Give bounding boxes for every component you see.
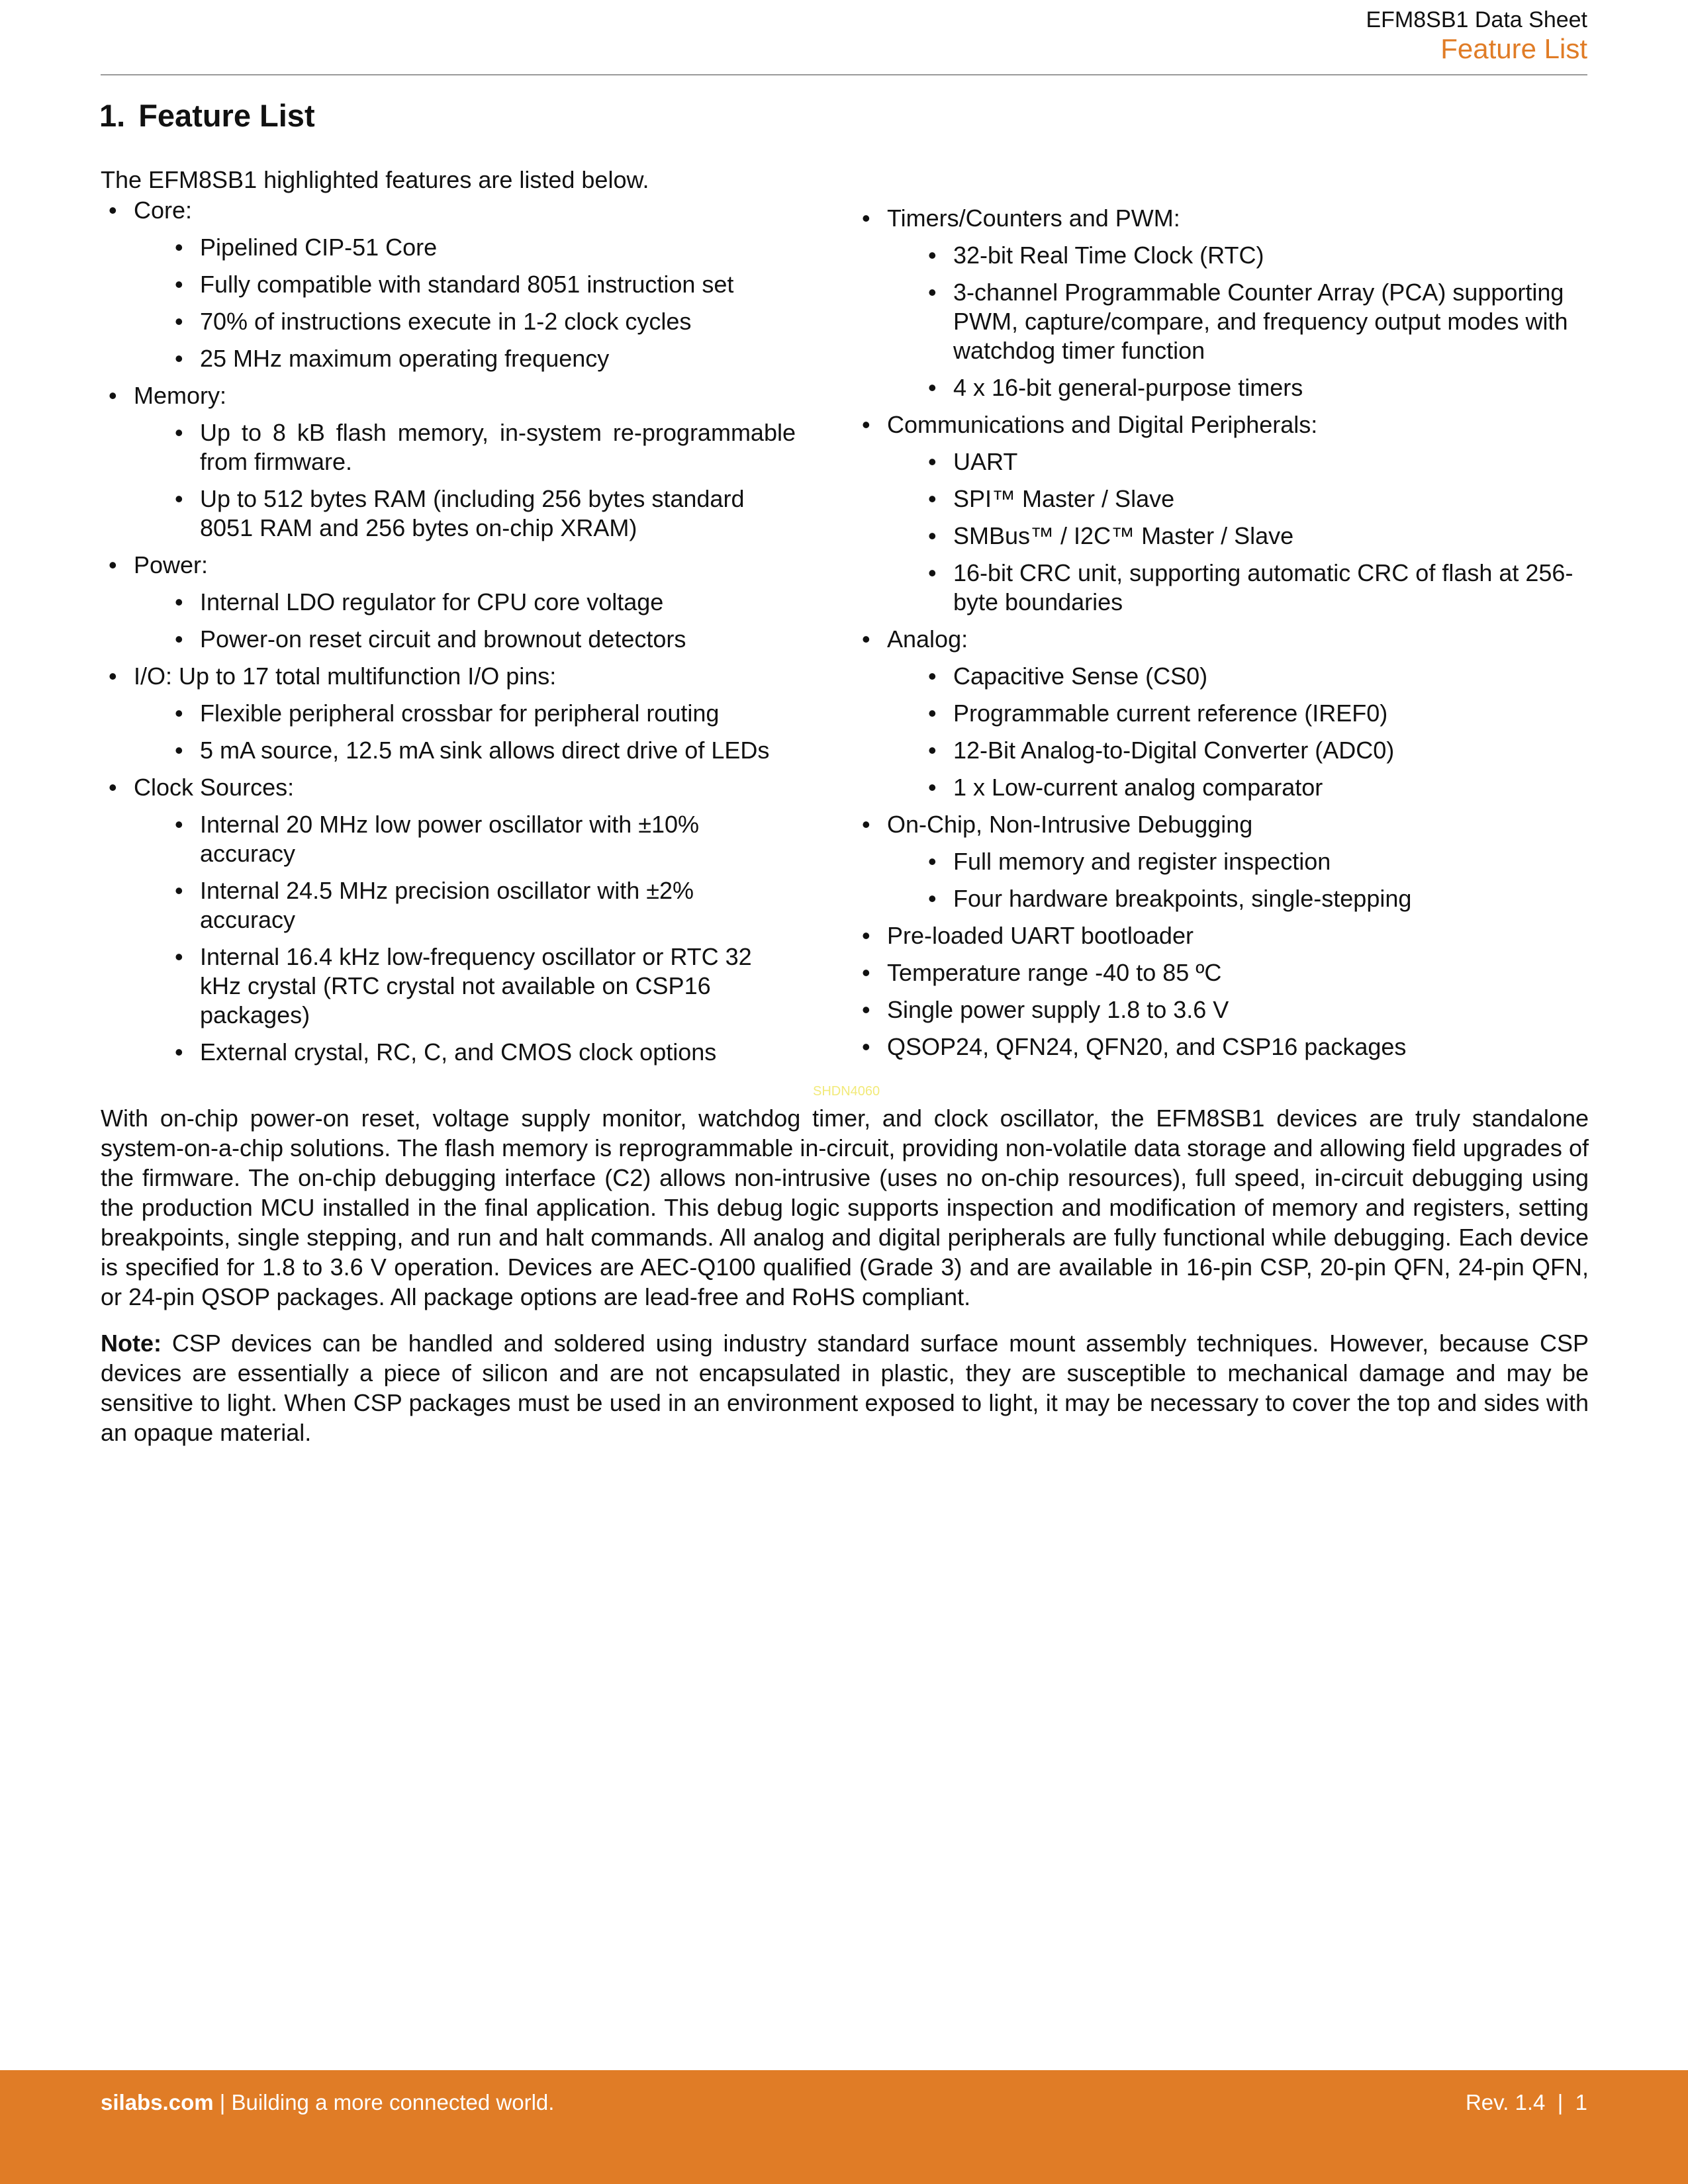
- note-paragraph: [101, 1328, 1589, 1447]
- feature-group-label: I/O: Up to 17 total multifunction I/O pins:: [134, 662, 557, 690]
- feature-group-label: Clock Sources:: [134, 774, 295, 801]
- note-label: Note:: [101, 1330, 162, 1357]
- feature-item: • Internal 24.5 MHz precision oscillator with ±2% accuracy: [134, 876, 796, 934]
- feature-item: • SMBus™ / I2C™ Master / Slave: [887, 522, 1587, 551]
- feature-item: • 25 MHz maximum operating frequency: [134, 344, 796, 373]
- feature-group-label: Core:: [134, 197, 193, 224]
- feature-item: • 16-bit CRC unit, supporting automatic CRC of flash at 256-byte boundaries: [887, 559, 1587, 617]
- section-heading: [99, 96, 315, 136]
- feature-packages: • QSOP24, QFN24, QFN20, and CSP16 packages: [854, 1032, 1587, 1062]
- feature-item: • Internal 20 MHz low power oscillator with ±10% accuracy: [134, 810, 796, 868]
- feature-item: • Fully compatible with standard 8051 instruction set: [134, 270, 796, 299]
- feature-group-core: [101, 196, 796, 373]
- doc-title: EFM8SB1 Data Sheet: [1366, 7, 1587, 32]
- footer-revision: Rev. 1.4 | 1: [1465, 2090, 1587, 2115]
- description-paragraph: With on-chip power-on reset, voltage supply monitor, watchdog timer, and clock oscillator, the EFM8SB1 devices are truly standalone system-on-a-chip solutions. The flash memory is reprogrammable in-circuit, providing non-volatile data storage and allowing field upgrades of the firmware. The on-chip debugging interface (C2) allows non-intrusive (uses no on-chip resources), full speed, in-circuit debugging using the production MCU installed in the final application. This debug logic supports inspection and modification of memory and registers, setting breakpoints, single stepping, and run and halt commands. All analog and digital peripherals are fully functional while debugging. Each device is specified for 1.8 to 3.6 V operation. Devices are AEC-Q100 qualified (Grade 3) and are available in 16-pin CSP, 20-pin QFN, 24-pin QFN, or 24-pin QSOP packages. All package options are lead-free and RoHS compliant.: [101, 1105, 1589, 1310]
- feature-item: • Full memory and register inspection: [887, 847, 1587, 876]
- page-footer: [0, 2070, 1688, 2184]
- page-header: [1366, 7, 1587, 65]
- feature-item: • Programmable current reference (IREF0): [887, 699, 1587, 728]
- feature-group-label: Power:: [134, 551, 209, 578]
- watermark: SHDN4060: [813, 1084, 880, 1099]
- feature-item: • Four hardware breakpoints, single-stepping: [887, 884, 1587, 913]
- feature-group-communications: [854, 410, 1587, 617]
- feature-group-label: Timers/Counters and PWM:: [887, 205, 1180, 232]
- feature-item: • 4 x 16-bit general-purpose timers: [887, 373, 1587, 402]
- intro-text: The EFM8SB1 highlighted features are listed below.: [101, 166, 649, 193]
- feature-group-analog: [854, 625, 1587, 802]
- feature-group-power: [101, 551, 796, 654]
- feature-group-clock: [101, 773, 796, 1067]
- feature-item: • External crystal, RC, C, and CMOS clock options: [134, 1038, 796, 1067]
- feature-power-supply: • Single power supply 1.8 to 3.6 V: [854, 995, 1587, 1024]
- header-divider: [101, 74, 1587, 75]
- feature-item: • 5 mA source, 12.5 mA sink allows direct drive of LEDs: [134, 736, 796, 765]
- feature-item: • Internal 16.4 kHz low-frequency oscillator or RTC 32 kHz crystal (RTC crystal not available on CSP16 packages): [134, 942, 796, 1030]
- feature-group-label: On-Chip, Non-Intrusive Debugging: [887, 811, 1253, 838]
- note-text: CSP devices can be handled and soldered using industry standard surface mount assembly techniques. However, because CSP devices are essentially a piece of silicon and are not encapsulated in plastic, they are susceptible to mechanical damage and may be sensitive to light. When CSP packages must be used in an environment exposed to light, it may be necessary to cover the top and sides with an opaque material.: [101, 1330, 1589, 1446]
- feature-group-io: [101, 662, 796, 765]
- footer-left: [101, 2090, 554, 2115]
- feature-item: • UART: [887, 447, 1587, 477]
- footer-site-link[interactable]: silabs.com: [101, 2090, 214, 2115]
- feature-list-right: [854, 204, 1587, 1069]
- feature-item: • 70% of instructions execute in 1-2 clock cycles: [134, 307, 796, 336]
- feature-item: • Capacitive Sense (CS0): [887, 662, 1587, 691]
- feature-item: • Pipelined CIP-51 Core: [134, 233, 796, 262]
- feature-item: • Up to 512 bytes RAM (including 256 bytes standard 8051 RAM and 256 bytes on-chip XRAM): [134, 484, 796, 543]
- feature-item: • 12-Bit Analog-to-Digital Converter (ADC0): [887, 736, 1587, 765]
- feature-list-left: [101, 196, 796, 1075]
- feature-item: • SPI™ Master / Slave: [887, 484, 1587, 514]
- feature-item: • Flexible peripheral crossbar for peripheral routing: [134, 699, 796, 728]
- section-title: Feature List: [138, 98, 315, 133]
- feature-group-label: Communications and Digital Peripherals:: [887, 411, 1318, 438]
- feature-item: • Up to 8 kB flash memory, in-system re-programmable from firmware.: [134, 418, 796, 477]
- feature-group-memory: [101, 381, 796, 543]
- footer-tagline: | Building a more connected world.: [213, 2090, 555, 2115]
- feature-item: • Internal LDO regulator for CPU core voltage: [134, 588, 796, 617]
- feature-item: • 3-channel Programmable Counter Array (PCA) supporting PWM, capture/compare, and frequency output modes with watchdog timer function: [887, 278, 1587, 365]
- feature-item: • 1 x Low-current analog comparator: [887, 773, 1587, 802]
- section-number: 1.: [99, 98, 126, 133]
- feature-group-label: Memory:: [134, 382, 227, 409]
- feature-group-debugging: [854, 810, 1587, 913]
- header-section-name: Feature List: [1440, 33, 1587, 64]
- feature-item: • Power-on reset circuit and brownout detectors: [134, 625, 796, 654]
- feature-item: • 32-bit Real Time Clock (RTC): [887, 241, 1587, 270]
- feature-bootloader: • Pre-loaded UART bootloader: [854, 921, 1587, 950]
- feature-temperature: • Temperature range -40 to 85 ºC: [854, 958, 1587, 987]
- feature-group-label: Analog:: [887, 625, 968, 653]
- feature-group-timers: [854, 204, 1587, 402]
